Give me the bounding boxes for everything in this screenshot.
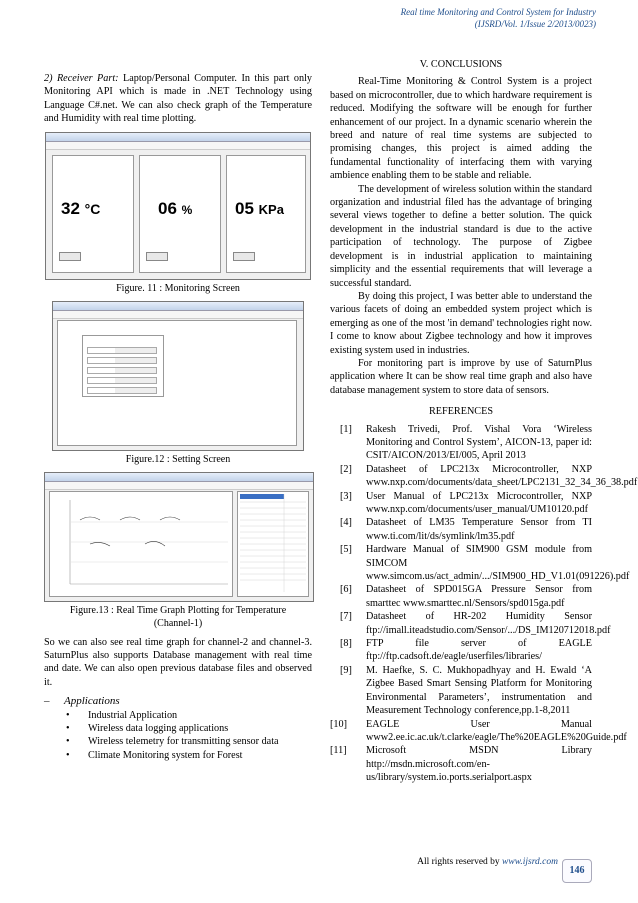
reference-item [330, 543, 630, 583]
window-titlebar [46, 133, 310, 142]
temperature-readout: 32 °C [61, 198, 101, 218]
reference-item [330, 637, 592, 664]
channel-2-group [139, 155, 221, 273]
data-table-rows [238, 492, 308, 596]
applications-heading [44, 695, 312, 708]
reference-item [330, 516, 592, 543]
reference-number: [6] [340, 584, 352, 596]
data-table[interactable] [237, 491, 309, 597]
reference-text: Datasheet of SPD015GA Pressure Sensor from smarttec www.smarttec.nl/Sensors/spd015ga.pdf [366, 584, 592, 609]
channel-1-group [52, 155, 134, 273]
reference-item [330, 423, 592, 463]
temperature-graph [50, 492, 232, 596]
reference-item [330, 583, 592, 610]
graph-plotting-figure [44, 472, 314, 602]
reference-item [330, 610, 611, 637]
databits-select[interactable] [87, 377, 157, 384]
list-item: • Wireless data logging applications [44, 722, 312, 735]
reference-number: [5] [340, 544, 352, 556]
applications-heading-text: Applications [64, 695, 120, 708]
window-menubar [53, 311, 303, 319]
window-titlebar [45, 473, 313, 482]
stopbits-select[interactable] [87, 387, 157, 394]
channel-2-button[interactable] [146, 252, 168, 261]
reference-item [330, 490, 592, 517]
reference-number: [1] [340, 423, 352, 435]
settings-group [82, 335, 164, 397]
reference-number: [2] [340, 463, 352, 475]
reference-number: [10] [330, 718, 347, 730]
humidity-readout: 06 % [158, 198, 193, 218]
references-heading: REFERENCES [429, 406, 493, 418]
applications-list [44, 709, 312, 763]
baud-select[interactable] [87, 357, 157, 364]
list-item: • Industrial Application [44, 709, 312, 722]
figure-11-caption: Figure. 11 : Monitoring Screen [116, 282, 240, 294]
receiver-text: Laptop/Personal Computer. In this part only Monitoring API which is made in .NET Technology using Language C#.net. We can also check graph of the Temperature and Humidity with real time plotting. [44, 73, 312, 125]
settings-panel [57, 320, 297, 446]
graph-plot-area [49, 491, 233, 597]
running-header [401, 6, 596, 30]
header-title: Real time Monitoring and Control System for Industry [400, 7, 596, 17]
reference-text: Hardware Manual of SIM900 GSM module from SIMCOM www.simcom.us/act_admin/.../SIM900_HD_V1.01(091226).pdf [366, 544, 630, 583]
reference-item [330, 463, 638, 490]
reference-item [330, 664, 592, 718]
channel-1-button[interactable] [59, 252, 81, 261]
reference-list [330, 423, 638, 785]
list-item: • Wireless telemetry for transmitting sensor data [44, 735, 312, 748]
reference-text: EAGLE User Manual www2.ee.ic.ac.uk/t.clarke/eagle/The%20EAGLE%20Guide.pdf [366, 718, 627, 743]
applications-dash: – [44, 695, 50, 708]
reference-number: [11] [330, 745, 347, 757]
receiver-paragraph [44, 72, 312, 126]
footer-rights-text: All rights reserved by [417, 857, 503, 867]
reference-item [330, 744, 592, 784]
footer-site-link[interactable]: www.ijsrd.com [502, 857, 558, 867]
channel-3-group [226, 155, 306, 273]
figure-13-caption-line1: Figure.13 : Real Time Graph Plotting for Temperature [69, 604, 287, 616]
reference-text: User Manual of LPC213x Microcontroller, NXP www.nxp.com/documents/user_manual/UM10120.pdf [366, 490, 592, 515]
reference-text: Datasheet of LPC213x Microcontroller, NXP www.nxp.com/documents/data_sheet/LPC2131_32_34_36_38.pdf [366, 463, 638, 489]
conclusion-paragraph: The development of wireless solution within the standard organization and industrial filed has the advantage of bringing several views together to define a better solution. The quick development in the industrial standard is due to the active participation of technology. The purpose of Zigbee development is in industrial application to maintaining simplicity and the essential requirements that will leverage a successful standard. [330, 183, 592, 289]
reference-text: Datasheet of LM35 Temperature Sensor from TI www.ti.com/lit/ds/symlink/lm35.pdf [366, 517, 592, 542]
port-select[interactable] [87, 347, 157, 354]
footer-rights [417, 857, 558, 867]
reference-text: FTP file server of EAGLE ftp://ftp.cadsoft.de/eagle/userfiles/libraries/ [366, 638, 592, 663]
conclusion-paragraph: By doing this project, I was better able to understand the various facets of doing an embedded system project which is emerging as one of the most 'in demand' technologies right now. I come to know about Zigbee technology and how it improves existing system used in industries. [330, 290, 592, 356]
pressure-readout: 05 KPa [235, 198, 284, 218]
reference-text: Microsoft MSDN Library http://msdn.microsoft.com/en-us/library/system.io.ports.serialport.aspx [366, 745, 592, 784]
reference-text: Rakesh Trivedi, Prof. Vishal Vora ‘Wireless Monitoring and Control System’, AICON-13, paper id: CSIT/AICON/2013/EI/005, April 2013 [366, 423, 592, 462]
right-column [330, 58, 638, 785]
parity-select[interactable] [87, 367, 157, 374]
conclusion-paragraph: For monitoring part is improve by use of SaturnPlus application where It can be show real time graph and also have database management system to store data of sensors. [330, 357, 592, 396]
left-column [44, 68, 312, 762]
window-menubar [46, 142, 310, 150]
channel-graph-paragraph: So we can also see real time graph for channel-2 and channel-3. SaturnPlus also supports Database management with real time and date. We can also open previous database files and observed it. [44, 636, 312, 688]
figure-13-caption [44, 604, 312, 630]
header-issue: (IJSRD/Vol. 1/Issue 2/2013/0023) [474, 19, 596, 29]
figure-13-caption-line2: (Channel-1) [153, 617, 203, 629]
setting-screen-figure [52, 301, 304, 451]
conclusion-paragraph: Real-Time Monitoring & Control System is a project based on microcontroller, due to which hardware requirement is reduced. Modifying the software will be enough for further enhancement of our project. In a dynamic scenario wherein the breed and nature of real time systems are subjected to promising changes, this project is aimed adding the fundamental functionality of interfacing them with varying ambience enabling them to be stable and reliable. [330, 76, 592, 182]
reference-number: [8] [340, 638, 352, 650]
channel-3-button[interactable] [233, 252, 255, 261]
window-menubar [45, 482, 313, 490]
settings-fields [87, 344, 157, 397]
receiver-label: 2) Receiver Part: [44, 73, 119, 84]
reference-number: [4] [340, 517, 352, 529]
reference-text: Datasheet of HR-202 Humidity Sensor ftp://imall.iteadstudio.com/Sensor/.../DS_IM120712018.pdf [366, 611, 611, 636]
window-titlebar [53, 302, 303, 311]
reference-item [330, 718, 627, 745]
reference-number: [7] [340, 611, 352, 623]
list-item: • Climate Monitoring system for Forest [44, 749, 312, 762]
reference-number: [9] [340, 664, 352, 676]
monitoring-screen-figure [45, 132, 311, 280]
figure-12-caption: Figure.12 : Setting Screen [125, 453, 231, 465]
conclusions-heading: V. CONCLUSIONS [419, 59, 503, 70]
reference-number: [3] [340, 490, 352, 502]
reference-text: M. Haefke, S. C. Mukhopadhyay and H. Ewald ‘A Zigbee Based Smart Sensing Platform for Monitoring Environmental Parameters’, instrumentation and Measurement Technology conference,pp.1-8,2011 [366, 664, 592, 717]
page-number: 146 [562, 859, 592, 883]
